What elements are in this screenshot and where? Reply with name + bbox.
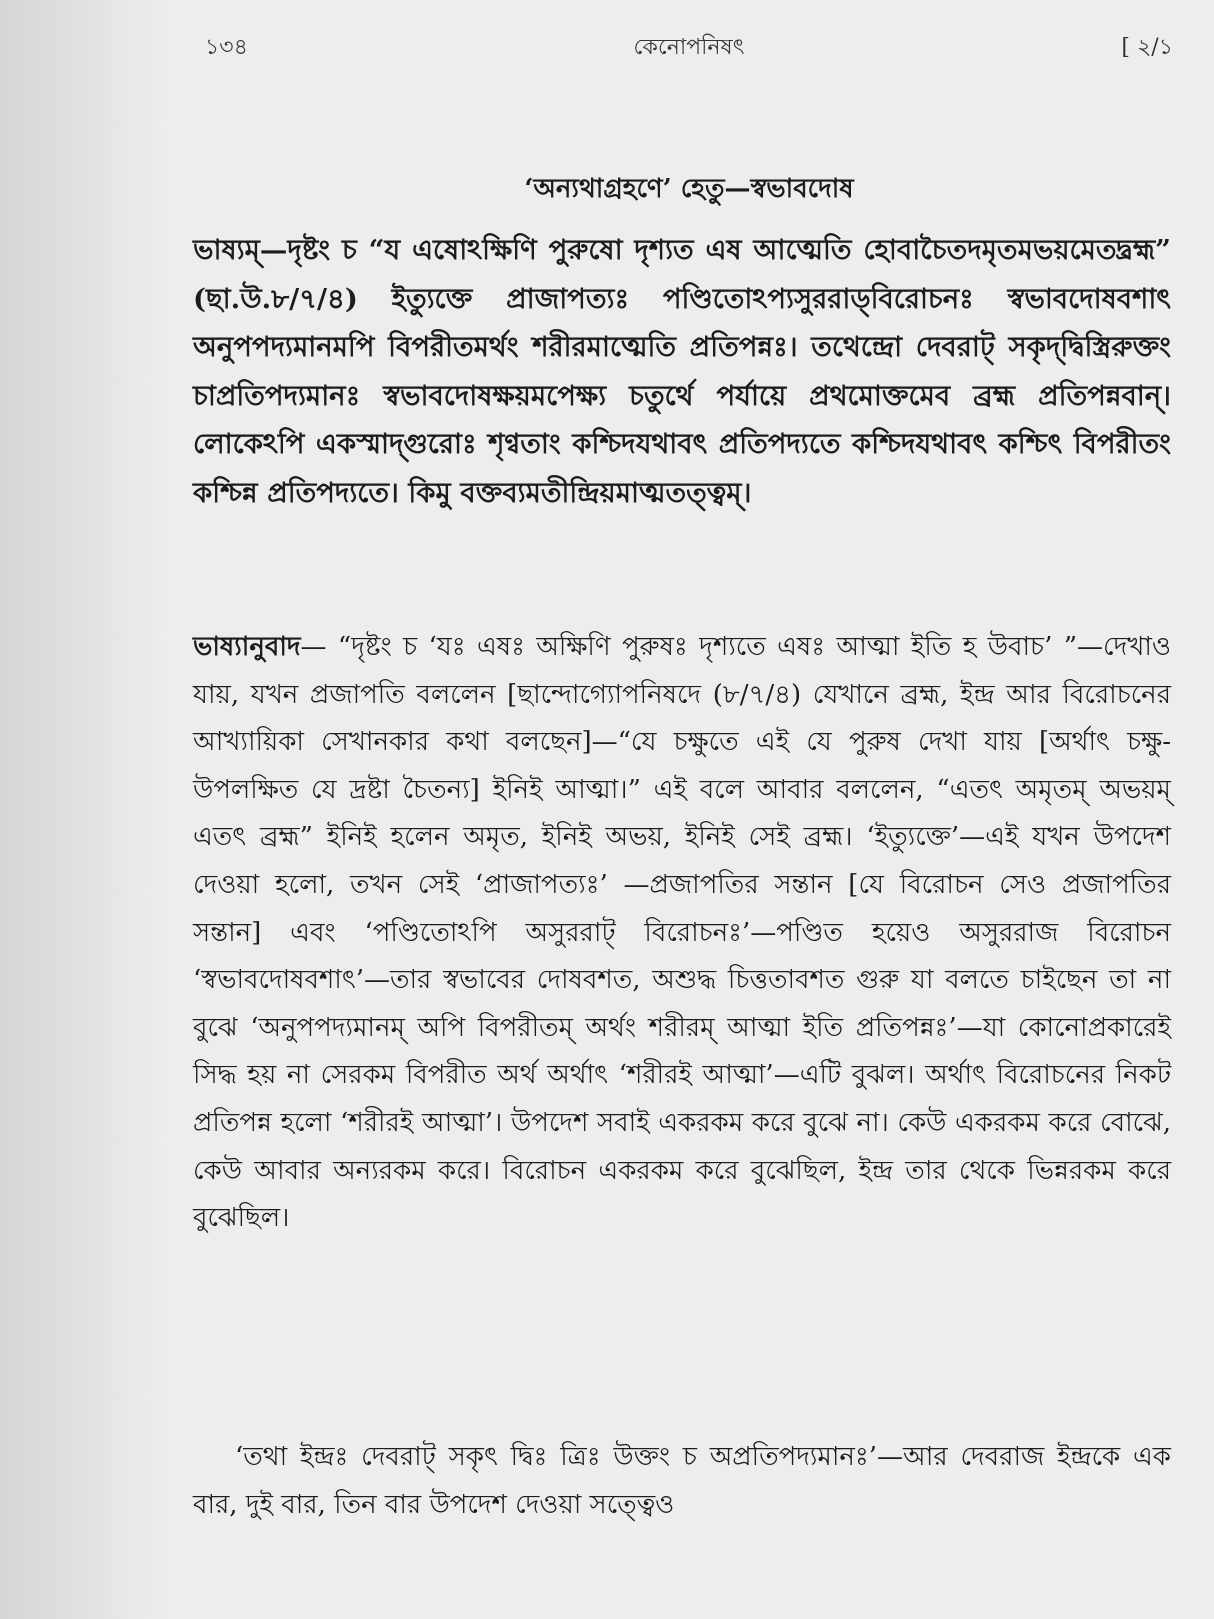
section-reference: [ ২/১ bbox=[1121, 35, 1173, 60]
running-header bbox=[205, 30, 1173, 66]
page-number: ১৩৪ bbox=[205, 35, 248, 60]
page-gutter-shadow bbox=[0, 0, 165, 1619]
section-heading: ‘অন্যথাগ্রহণে’ হেতু—স্বভাবদোষ bbox=[524, 174, 854, 204]
running-title: কেনোপনিষৎ bbox=[633, 35, 745, 60]
bhashya-paragraph: ভাষ্যম্—দৃষ্টং চ “য এষোঽক্ষিণি পুরুষো দৃশ্যত এষ আত্মেতি হোবাচৈতদমৃতমভয়মেতদ্ব্রহ্ম” (ছা.উ.৮/৭/৪) ইত্যুক্তে প্রাজাপত্যঃ পণ্ডিতোঽপ্যসুররাড্‌বিরোচনঃ স্বভাবদোষবশাৎ অনুপপদ্যমানমপি বিপরীতমর্থং শরীরমাত্মেতি প্রতিপন্নঃ। তথেন্দ্রো দেবরাট্ সকৃদ্‌দ্বিস্ত্রিরুক্তং চাপ্রতিপদ্যমানঃ স্বভাবদোষক্ষয়মপেক্ষ্য চতুর্থে পর্যায়ে প্রথমোক্তমেব ব্রহ্ম প্রতিপন্নবান্। লোকেঽপি একস্মাদ্‌গুরোঃ শৃণ্বতাং কশ্চিদযথাবৎ প্রতিপদ্যতে কশ্চিদযথাবৎ কশ্চিৎ বিপরীতং কশ্চিন্ন প্রতিপদ্যতে। কিমু বক্তব্যমতীন্দ্রিয়মাত্মতত্ত্বম্। bbox=[193, 234, 1171, 509]
anuvad-continued-paragraph: ‘তথা ইন্দ্রঃ দেবরাট্ সকৃৎ দ্বিঃ ত্রিঃ উক্তং চ অপ্রতিপদ্যমানঃ’—আর দেবরাজ ইন্দ্রকে এক বার, দুই বার, তিন বার উপদেশ দেওয়া সত্ত্বেও bbox=[193, 1442, 1171, 1520]
anuvad-text: — “দৃষ্টং চ ‘যঃ এষঃ অক্ষিণি পুরুষঃ দৃশ্যতে এষঃ আত্মা ইতি হ উবাচ’ ”—দেখাও যায়, যখন প্রজাপতি বললেন [ছান্দোগ্যোপনিষদে (৮/৭/৪) যেখানে ব্রহ্ম, ইন্দ্র আর বিরোচনের আখ্যায়িকা সেখানকার কথা বলছেন]—“যে চক্ষুতে এই যে পুরুষ দেখা যায় [অর্থাৎ চক্ষু-উপলক্ষিত যে দ্রষ্টা চৈতন্য] ইনিই আত্মা।” এই বলে আবার বললেন, “এতৎ অমৃতম্ অভয়ম্ এতৎ ব্রহ্ম” ইনিই হলেন অমৃত, ইনিই অভয়, ইনিই সেই ব্রহ্ম। ‘ইত্যুক্তে’—এই যখন উপদেশ দেওয়া হলো, তখন সেই ‘প্রাজাপত্যঃ’ —প্রজাপতির সন্তান [যে বিরোচন সেও প্রজাপতির সন্তান] এবং ‘পণ্ডিতোঽপি অসুররাট্ বিরোচনঃ’—পণ্ডিত হয়েও অসুররাজ বিরোচন ‘স্বভাবদোষবশাৎ’—তার স্বভাবের দোষবশত, অশুদ্ধ চিত্ততাবশত গুরু যা বলতে চাইছেন তা না বুঝে ‘অনুপপদ্যমানম্ অপি বিপরীতম্ অর্থং শরীরম্ আত্মা ইতি প্রতিপন্নঃ’—যা কোনোপ্রকারেই সিদ্ধ হয় না সেরকম বিপরীত অর্থ অর্থাৎ ‘শরীরই আত্মা’—এটি বুঝল। অর্থাৎ বিরোচনের নিকট প্রতিপন্ন হলো ‘শরীরই আত্মা’। উপদেশ সবাই একরকম করে বুঝে না। কেউ একরকম করে বোঝে, কেউ আবার অন্যরকম করে। বিরোচন একরকম করে বুঝেছিল, ইন্দ্র তার থেকে ভিন্নরকম করে বুঝেছিল। bbox=[193, 632, 1171, 1234]
anuvad-paragraph bbox=[193, 624, 1171, 1243]
book-page bbox=[165, 0, 1214, 1619]
anuvad-label: ভাষ্যানুবাদ bbox=[193, 632, 301, 662]
